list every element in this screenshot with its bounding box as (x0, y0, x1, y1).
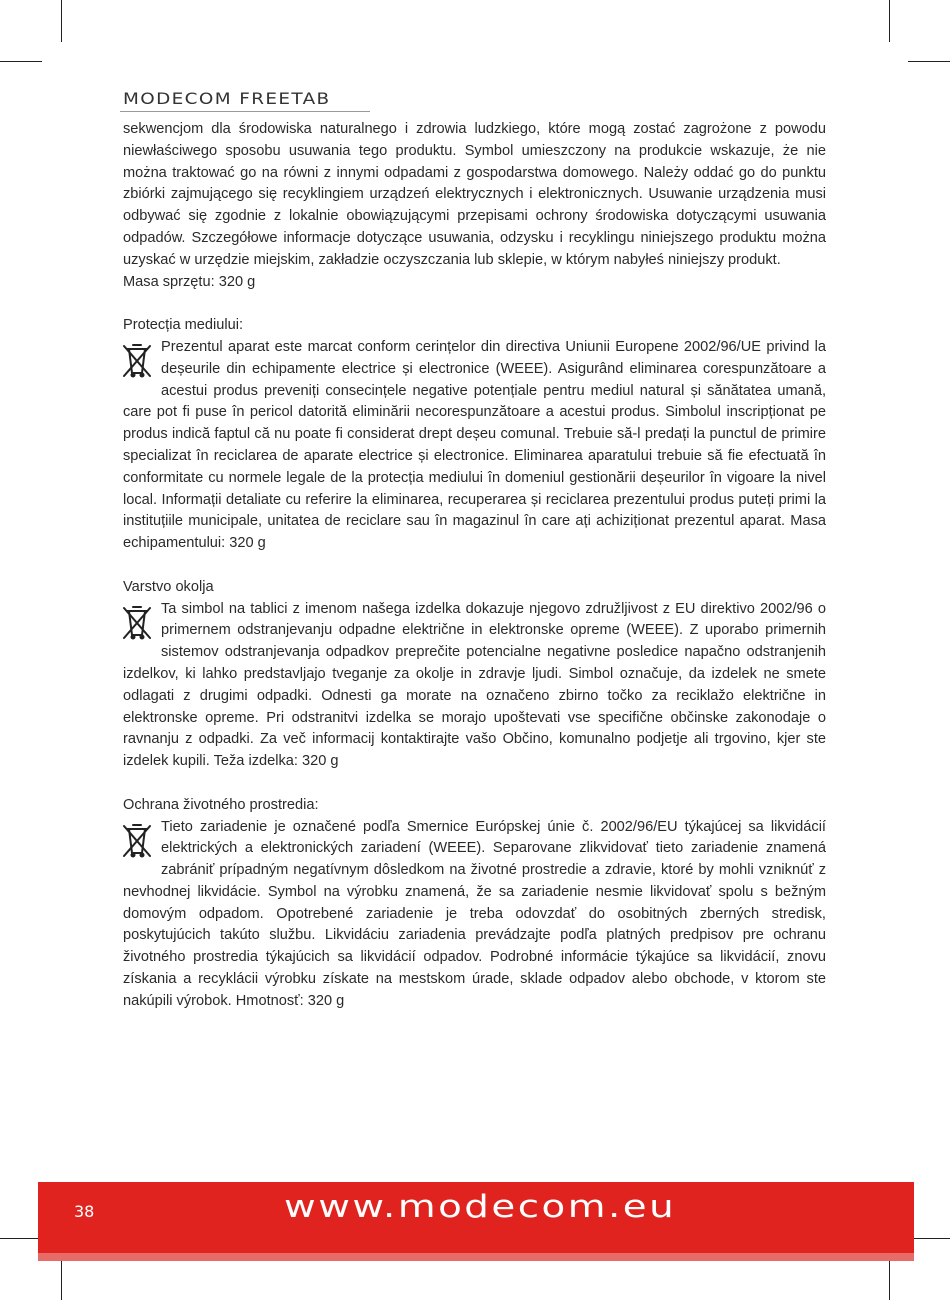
footer-bar (38, 1182, 914, 1261)
crop-mark (908, 1238, 950, 1239)
section-text (123, 817, 826, 1013)
weee-crossed-bin-icon (119, 603, 157, 649)
section-title: Protecția mediului: (123, 317, 244, 334)
footer-url-link[interactable]: www.modecom.eu (284, 1189, 677, 1225)
section-title: Ochrana životného prostredia: (123, 796, 319, 813)
weee-crossed-bin-icon (119, 821, 157, 867)
section-body: Prezentul aparat este marcat conform cerințelor din directiva Uniunii Europene 2002/96/UE privind la deșeurile din echipamente electrice și electronice (WEEE). Asigurând eliminarea corespunzătoare a acestui produs preveniți consecințele negative potențiale pentru mediul natural și sănătatea umană, care pot fi puse în pericol datorită eliminării necorespunzătoare a acestui produs. Simbolul inscripționat pe produs indică faptul că nu poate fi considerat drept deșeu comunal. Trebuie să-l predați la punctul de primire specializat în reciclarea de aparate electrice și electronice. Eliminarea aparatului trebuie să fie efectuată în conformitate cu normele legale de la protecția mediului în domeniul gestionării deșeurilor în vigoare la nivel local. Informații detaliate cu referire la eliminarea, recuperarea și reciclarea prezentului produs puteți primi la instituțiile municipale, unitatea de reciclare sau în magazinul în care ați achiziționat prezentul aparat. Masa echipamentului: 320 g (123, 338, 826, 552)
crop-mark (61, 1258, 62, 1300)
polish-paragraph: sekwencjom dla środowiska naturalnego i zdrowia ludzkiego, które mogą zostać zagrożone z powodu niewłaściwego sposobu usuwania tego produktu. Symbol umieszczony na produkcie wskazuje, że nie można traktować go na równi z innymi odpadami z gospodarstwa domowego. Należy oddać go do punktu zbiórki zajmującego się recyklingiem urządzeń elektrycznych i elektronicznych. Usuwanie urządzenia musi odbywać się zgodnie z lokalnie obowiązującymi przepisami ochrony środowiska dotyczącymi usuwania odpadów. Szczegółowe informacje dotyczące usuwania, odzysku i recyklingu niniejszego produktu można uzyskać w urzędzie miejskim, zakładzie oczyszczania lub sklepie, w którym nabyłeś niniejszy produkt. (123, 121, 826, 268)
section-slovenian (123, 577, 826, 773)
page-number: 38 (74, 1202, 95, 1221)
section-body: Ta simbol na tablici z imenom našega izdelka dokazuje njegovo združljivost z EU direktivo 2002/96 o primernem odstranjevanju odpadne električne in elektronske opreme (WEEE). Z uporabo primernih sistemov odstranjevanja odpadkov preprečite potencialne negativne posledice napačno odstranjenih izdelkov, ki lahko predstavljajo tveganje za okolje in zdravje ljudi. Simbol označuje, da izdelek ne smete odlagati z drugimi odpadki. Odnesti ga morate na označeno zbirno točko za reciklažo električne in elektronske opreme. Pri odstranitvi izdelka se morajo upoštevati vse specifične občinske zakonodaje o ravnanju z odpadki. Za več informacij kontaktirajte vašo Občino, komunalno podjetje ali trgovino, kjer ste izdelek kupili. Teža izdelka: 320 g (123, 600, 826, 770)
header-title: MODECOM FREETAB (123, 89, 331, 108)
section-body: Tieto zariadenie je označené podľa Smernice Európskej únie č. 2002/96/EU týkajúcej sa likvidácií elektrických a elektronických zariadení (WEEE). Separovane zlikvidovať tieto zariadenie znamená zabrániť prípadným negatívnym dôsledkom na životné prostredie a zdravie, ktoré by mohli vzniknúť z nevhodnej likvidácie. Symbol na výrobku znamená, že sa zariadenie nesmie likvidovať spolu s bežným domovým odpadom. Opotrebené zariadenie je treba odovzdať do osobitných zberných stredisk, poskytujúcich takúto službu. Likvidáciu zariadenia prevádzajte podľa platných predpisov pre ochranu životného prostredia týkajúcich sa likvidácií odpadov. Podrobné informácie týkajúce sa likvidácií, znovu získania a recyklácii výrobku získate na mestskom úrade, sklade odpadov alebo obchode, v ktorom ste nakúpili výrobok. Hmotnosť: 320 g (123, 818, 826, 1009)
crop-mark (889, 0, 890, 42)
section-slovak (123, 795, 826, 1013)
section-text (123, 599, 826, 773)
section-romanian (123, 315, 826, 555)
crop-mark (889, 1258, 890, 1300)
crop-mark (0, 61, 42, 62)
header-rule (120, 111, 370, 112)
footer-fade (38, 1253, 914, 1261)
crop-mark (61, 0, 62, 42)
section-title: Varstvo okolja (123, 578, 214, 595)
crop-mark (908, 61, 950, 62)
page-header (123, 89, 423, 108)
polish-mass: Masa sprzętu: 320 g (123, 273, 256, 290)
section-text (123, 337, 826, 555)
weee-crossed-bin-icon (119, 341, 157, 387)
crop-mark (0, 1238, 42, 1239)
document-body (123, 119, 826, 1013)
